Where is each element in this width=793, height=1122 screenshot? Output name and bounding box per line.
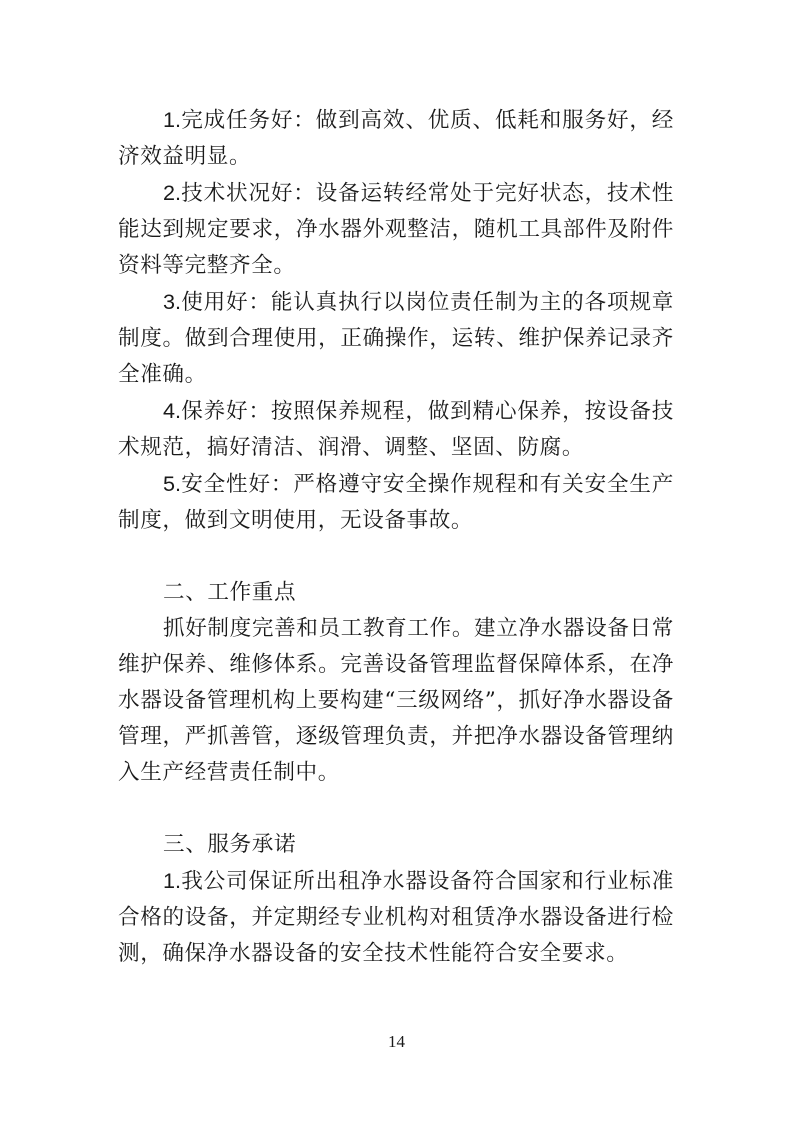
item-number: 1. [163,107,182,132]
list-item-safety [118,466,674,539]
item-number: 2. [163,180,182,205]
item-text: 使用好：能认真执行以岗位责任制为主的各项规章制度。做到合理使用，正确操作，运转、维护保养记录齐全准确。 [118,290,674,387]
list-item-completion [118,102,674,175]
item-number: 4. [163,398,182,423]
spacer [118,539,674,575]
list-item-usage [118,284,674,393]
list-item-maintenance [118,393,674,466]
item-number: 5. [163,471,182,496]
section-heading-service-commitment: 三、服务承诺 [163,832,297,857]
spacer [118,791,674,827]
item-number: 1. [163,868,182,893]
document-page [118,102,674,972]
item-text: 完成任务好：做到高效、优质、低耗和服务好，经济效益明显。 [118,108,674,169]
page-number: 14 [388,1032,405,1051]
item-text: 保养好：按照保养规程，做到精心保养，按设备技术规范，搞好清洁、润滑、调整、坚固、防腐。 [118,399,674,460]
section-heading-work-focus: 二、工作重点 [163,580,297,605]
item-text: 技术状况好：设备运转经常处于完好状态，技术性能达到规定要求，净水器外观整洁，随机工具部件及附件资料等完整齐全。 [118,181,674,278]
section-paragraph-work-focus: 抓好制度完善和员工教育工作。建立净水器设备日常维护保养、维修体系。完善设备管理监督保障体系，在净水器设备管理机构上要构建“三级网络”，抓好净水器设备管理，严抓善管，逐级管理负责，并把净水器设备管理纳入生产经营责任制中。 [118,616,674,785]
item-text: 我公司保证所出租净水器设备符合国家和行业标准合格的设备，并定期经专业机构对租赁净水器设备进行检测，确保净水器设备的安全技术性能符合安全要求。 [118,869,674,966]
list-item-commitment-1 [118,863,674,972]
item-text: 安全性好：严格遵守安全操作规程和有关安全生产制度，做到文明使用，无设备事故。 [118,472,674,533]
list-item-technical-status [118,175,674,284]
item-number: 3. [163,289,182,314]
